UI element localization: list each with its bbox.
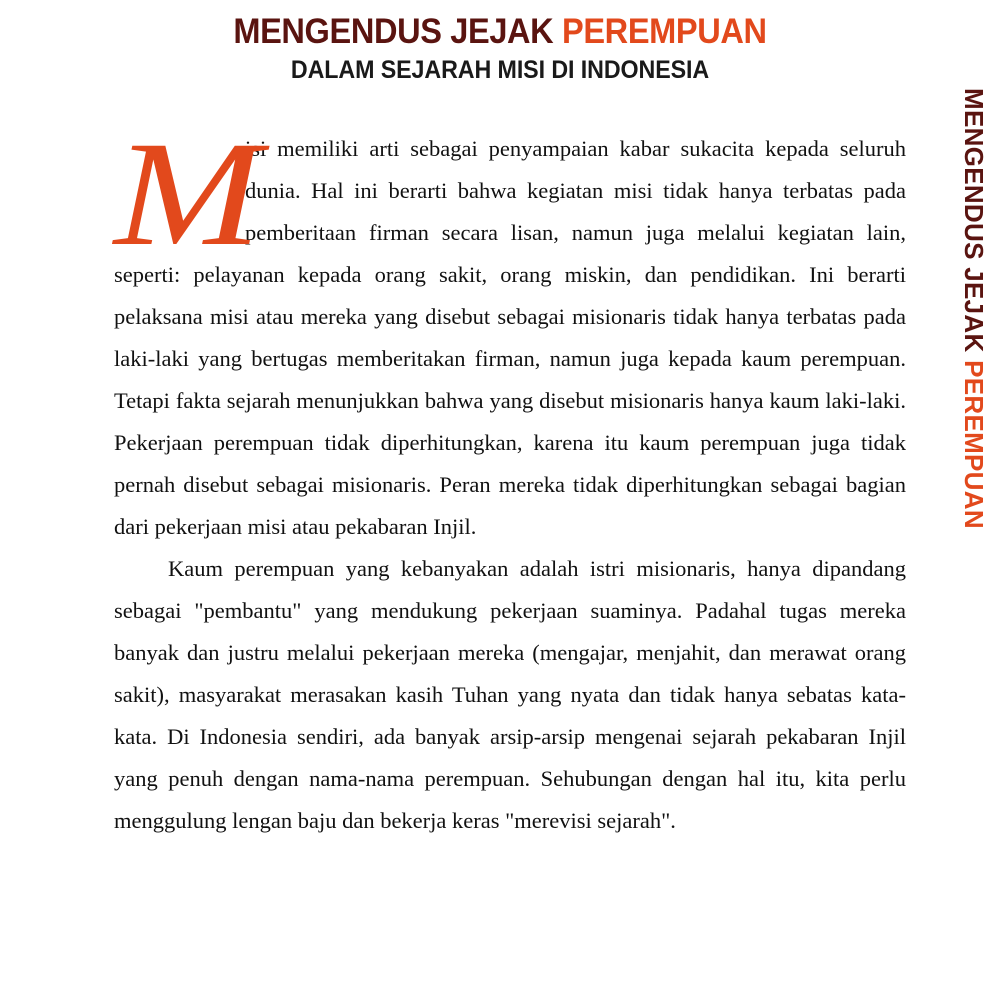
paragraph-1-text: isi memiliki arti sebagai penyampaian kabar sukacita kepada seluruh dunia. Hal ini berarti bahwa kegiatan misi tidak hanya terbatas pada pemberitaan firman secara lisan, namun juga melalui kegiatan lain, seperti: pelayanan kepada orang sakit, orang miskin, dan pendidikan. Ini berarti pelaksana misi atau mereka yang disebut sebagai misionaris tidak hanya terbatas pada laki-laki yang bertugas memberitakan firman, namun juga kepada kaum perempuan. Tetapi fakta sejarah menunjukkan bahwa yang disebut misionaris hanya kaum laki-laki. Pekerjaan perempuan tidak diperhitungkan, karena itu kaum perempuan juga tidak pernah disebut sebagai misionaris. Peran mereka tidak diperhitungkan sebagai bagian dari pekerjaan misi atau pekabaran Injil. bbox=[114, 136, 906, 539]
paragraph-1 bbox=[114, 111, 906, 548]
page-title bbox=[35, 14, 965, 49]
page-header bbox=[0, 14, 1000, 83]
edge-marginalia-segment-accent: PEREMPUAN bbox=[959, 360, 989, 529]
page-title-segment-accent: PEREMPUAN bbox=[562, 12, 767, 51]
article-body bbox=[114, 111, 906, 842]
edge-marginalia-segment-primary: MENGENDUS JEJAK bbox=[959, 88, 989, 361]
edge-marginalia-text bbox=[959, 88, 989, 534]
paragraph-2: Kaum perempuan yang kebanyakan adalah istri misionaris, hanya dipandang sebagai "pembantu" yang mendukung pekerjaan suaminya. Padahal tugas mereka banyak dan justru melalui pekerjaan mereka (mengajar, menjahit, dan merawat orang sakit), masyarakat merasakan kasih Tuhan yang nyata dan tidak hanya sebatas kata-kata. Di Indonesia sendiri, ada banyak arsip-arsip mengenai sejarah pekabaran Injil yang penuh dengan nama-nama perempuan. Sehubungan dengan hal itu, kita perlu menggulung lengan baju dan bekerja keras "merevisi sejarah". bbox=[114, 556, 906, 833]
page-subtitle: DALAM SEJARAH MISI DI INDONESIA bbox=[290, 56, 710, 84]
page-title-segment-primary: MENGENDUS JEJAK bbox=[233, 12, 563, 51]
edge-marginalia-clipped bbox=[959, 88, 1000, 534]
drop-cap-letter: M bbox=[114, 111, 262, 277]
